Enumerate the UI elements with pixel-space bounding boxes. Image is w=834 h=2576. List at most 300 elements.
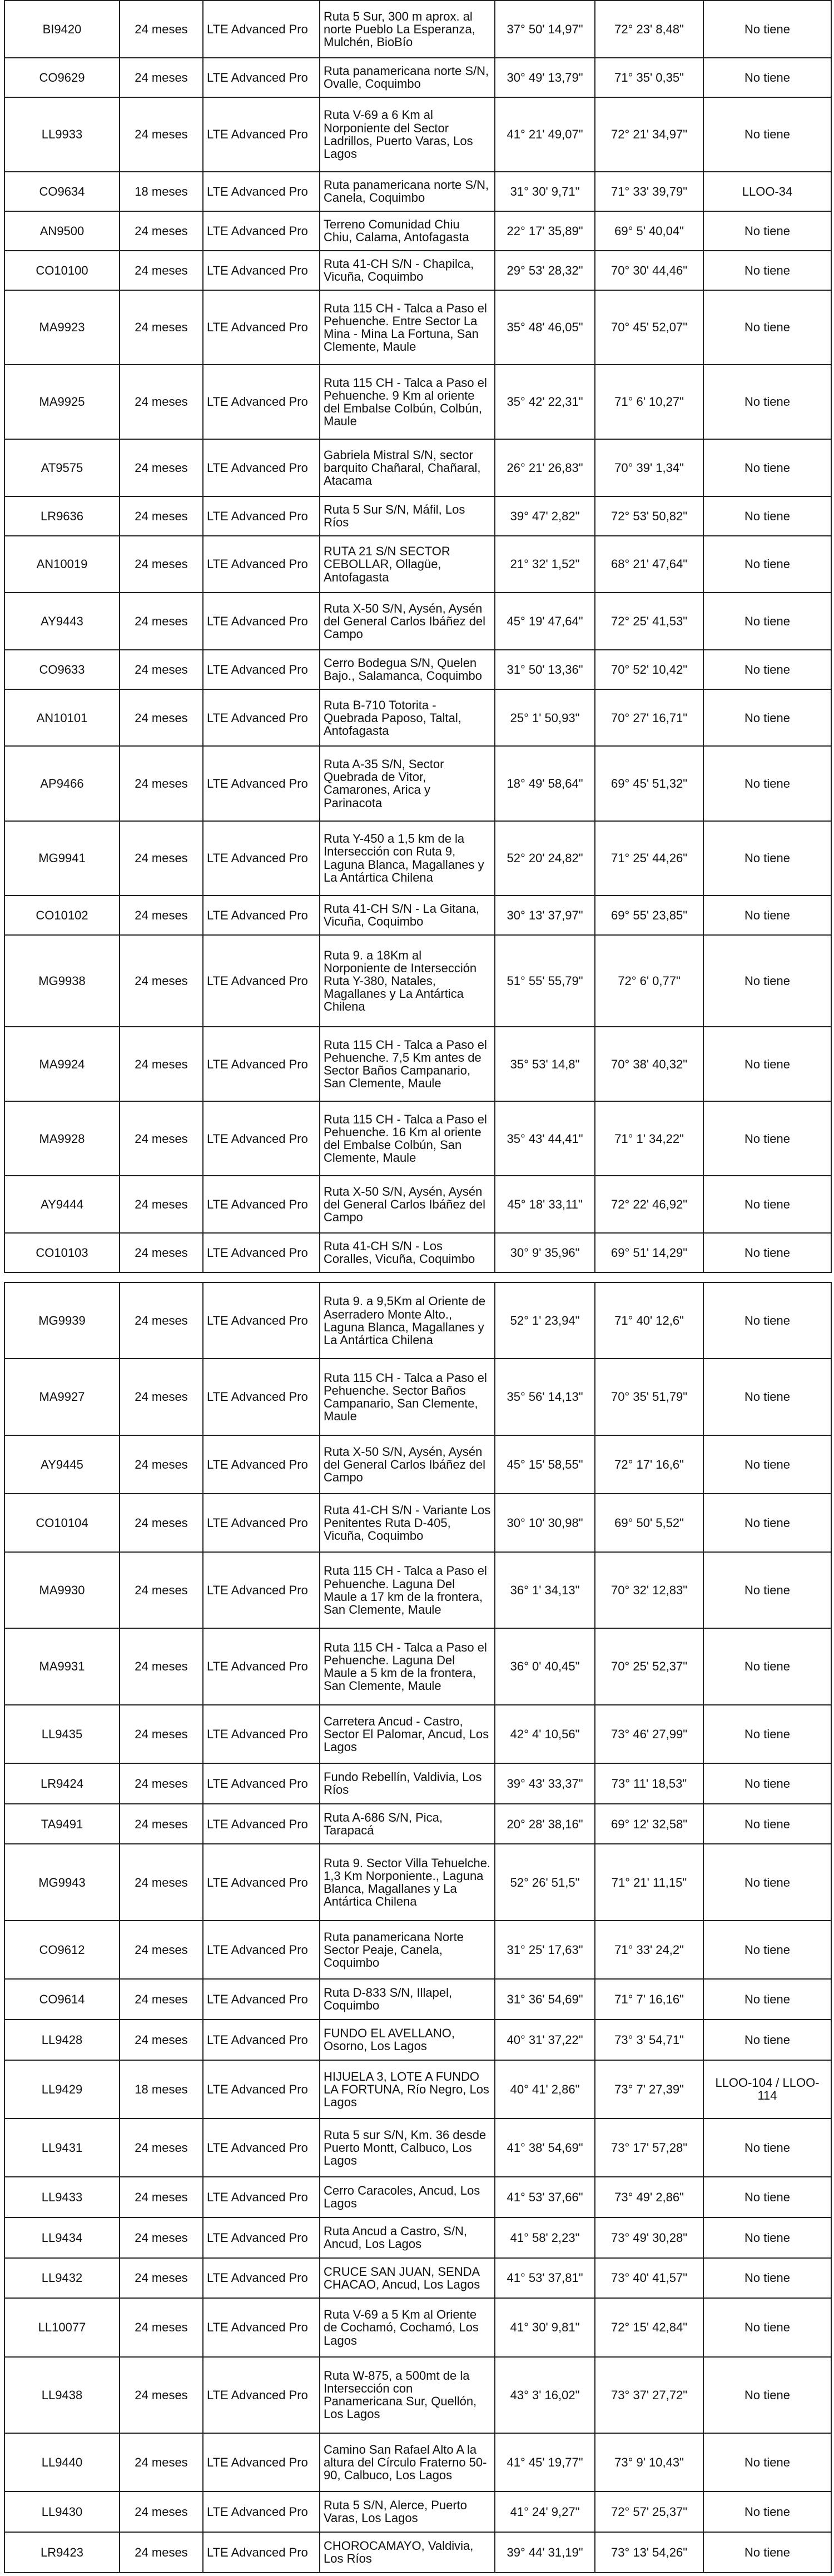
table-row [4, 1, 831, 58]
existing-code-cell: No tiene [703, 650, 831, 689]
sites-table-1 [4, 0, 832, 1273]
technology-cell: LTE Advanced Pro [203, 821, 320, 896]
duration-cell: 24 meses [120, 2433, 203, 2492]
existing-code-cell: No tiene [703, 935, 831, 1027]
site-id-cell: MA9924 [4, 1027, 120, 1101]
sites-table-2 [4, 1282, 832, 2573]
latitude-cell: 20° 28' 38,16" [495, 1804, 595, 1844]
latitude-cell: 52° 20' 24,82" [495, 821, 595, 896]
duration-cell: 24 meses [120, 593, 203, 650]
duration-cell: 24 meses [120, 1282, 203, 1359]
existing-code-cell: No tiene [703, 211, 831, 251]
site-id-cell: CO9612 [4, 1921, 120, 1979]
latitude-cell: 41° 45' 19,77" [495, 2433, 595, 2492]
address-cell: Cerro Bodegua S/N, Quelen Bajo., Salamanca, Coquimbo [320, 650, 495, 689]
address-cell: Ruta 115 CH - Talca a Paso el Pehuenche. 9 Km al oriente del Embalse Colbún, Colbún, Maule [320, 365, 495, 439]
technology-cell: LTE Advanced Pro [203, 2532, 320, 2573]
site-id-cell: AN9500 [4, 211, 120, 251]
table-row [4, 2217, 831, 2258]
address-cell: Ruta 9. Sector Villa Tehuelche. 1,3 Km Norponiente., Laguna Blanca, Magallanes y La Antártica Chilena [320, 1844, 495, 1920]
longitude-cell: 72° 53' 50,82" [595, 496, 703, 536]
address-cell: CHOROCAMAYO, Valdivia, Los Ríos [320, 2532, 495, 2573]
page-break [0, 1273, 834, 1282]
address-cell: Ruta panamericana norte S/N, Ovalle, Coquimbo [320, 58, 495, 97]
technology-cell: LTE Advanced Pro [203, 2492, 320, 2532]
table-row [4, 1176, 831, 1233]
longitude-cell: 71° 25' 44,26" [595, 821, 703, 896]
existing-code-cell: No tiene [703, 1176, 831, 1233]
longitude-cell: 73° 7' 27,39" [595, 2060, 703, 2119]
address-cell: Terreno Comunidad Chiu Chiu, Calama, Antofagasta [320, 211, 495, 251]
address-cell: Ruta V-69 a 5 Km al Oriente de Cochamó, Cochamó, Los Lagos [320, 2298, 495, 2356]
technology-cell: LTE Advanced Pro [203, 2060, 320, 2119]
technology-cell: LTE Advanced Pro [203, 2119, 320, 2177]
table-row [4, 1552, 831, 1628]
longitude-cell: 69° 50' 5,52" [595, 1494, 703, 1552]
existing-code-cell: No tiene [703, 2532, 831, 2573]
latitude-cell: 30° 10' 30,98" [495, 1494, 595, 1552]
duration-cell: 24 meses [120, 211, 203, 251]
latitude-cell: 31° 36' 54,69" [495, 1979, 595, 2020]
latitude-cell: 30° 49' 13,79" [495, 58, 595, 97]
existing-code-cell: No tiene [703, 2177, 831, 2217]
duration-cell: 18 meses [120, 2060, 203, 2119]
longitude-cell: 68° 21' 47,64" [595, 536, 703, 593]
longitude-cell: 73° 49' 30,28" [595, 2217, 703, 2258]
table-row [4, 821, 831, 896]
latitude-cell: 37° 50' 14,97" [495, 1, 595, 58]
longitude-cell: 73° 13' 54,26" [595, 2532, 703, 2573]
address-cell: Ruta X-50 S/N, Aysén, Aysén del General Carlos Ibáñez del Campo [320, 1435, 495, 1494]
site-id-cell: LL9430 [4, 2492, 120, 2532]
duration-cell: 24 meses [120, 58, 203, 97]
address-cell: Ruta 41-CH S/N - Chapilca, Vicuña, Coquimbo [320, 251, 495, 290]
existing-code-cell: No tiene [703, 2433, 831, 2492]
existing-code-cell: No tiene [703, 2357, 831, 2433]
table-row [4, 1844, 831, 1920]
existing-code-cell: No tiene [703, 1494, 831, 1552]
duration-cell: 24 meses [120, 97, 203, 172]
duration-cell: 24 meses [120, 2119, 203, 2177]
longitude-cell: 69° 5' 40,04" [595, 211, 703, 251]
duration-cell: 24 meses [120, 1176, 203, 1233]
longitude-cell: 73° 3' 54,71" [595, 2020, 703, 2060]
address-cell: Ruta 41-CH S/N - Los Coralles, Vicuña, Coquimbo [320, 1233, 495, 1272]
site-id-cell: LL9440 [4, 2433, 120, 2492]
duration-cell: 24 meses [120, 1233, 203, 1272]
latitude-cell: 36° 0' 40,45" [495, 1628, 595, 1704]
technology-cell: LTE Advanced Pro [203, 1233, 320, 1272]
address-cell: Fundo Rebellín, Valdivia, Los Ríos [320, 1763, 495, 1804]
technology-cell: LTE Advanced Pro [203, 496, 320, 536]
address-cell: Ruta 115 CH - Talca a Paso el Pehuenche. 7,5 Km antes de Sector Baños Campanario, San Clemente, Maule [320, 1027, 495, 1101]
longitude-cell: 71° 6' 10,27" [595, 365, 703, 439]
longitude-cell: 71° 35' 0,35" [595, 58, 703, 97]
site-id-cell: MG9939 [4, 1282, 120, 1359]
duration-cell: 24 meses [120, 365, 203, 439]
site-id-cell: LL9438 [4, 2357, 120, 2433]
latitude-cell: 43° 3' 16,02" [495, 2357, 595, 2433]
duration-cell: 24 meses [120, 2258, 203, 2299]
existing-code-cell: No tiene [703, 1921, 831, 1979]
table-row [4, 97, 831, 172]
technology-cell: LTE Advanced Pro [203, 896, 320, 935]
address-cell: CRUCE SAN JUAN, SENDA CHACAO, Ancud, Los Lagos [320, 2258, 495, 2299]
existing-code-cell: No tiene [703, 251, 831, 290]
duration-cell: 24 meses [120, 2492, 203, 2532]
existing-code-cell: No tiene [703, 1359, 831, 1435]
latitude-cell: 31° 30' 9,71" [495, 172, 595, 211]
latitude-cell: 25° 1' 50,93" [495, 689, 595, 747]
technology-cell: LTE Advanced Pro [203, 2357, 320, 2433]
site-id-cell: LL9432 [4, 2258, 120, 2299]
address-cell: Cerro Caracoles, Ancud, Los Lagos [320, 2177, 495, 2217]
technology-cell: LTE Advanced Pro [203, 650, 320, 689]
table-row [4, 1233, 831, 1272]
latitude-cell: 42° 4' 10,56" [495, 1705, 595, 1763]
existing-code-cell: No tiene [703, 58, 831, 97]
technology-cell: LTE Advanced Pro [203, 1628, 320, 1704]
technology-cell: LTE Advanced Pro [203, 746, 320, 820]
existing-code-cell: No tiene [703, 1101, 831, 1176]
duration-cell: 24 meses [120, 650, 203, 689]
site-id-cell: CO10103 [4, 1233, 120, 1272]
address-cell: Ruta 115 CH - Talca a Paso el Pehuenche. 16 Km al oriente del Embalse Colbún, San Clemente, Maule [320, 1101, 495, 1176]
table-row [4, 2492, 831, 2532]
technology-cell: LTE Advanced Pro [203, 1435, 320, 1494]
latitude-cell: 40° 41' 2,86" [495, 2060, 595, 2119]
existing-code-cell: No tiene [703, 2298, 831, 2356]
longitude-cell: 71° 33' 24,2" [595, 1921, 703, 1979]
latitude-cell: 35° 48' 46,05" [495, 290, 595, 365]
latitude-cell: 35° 53' 14,8" [495, 1027, 595, 1101]
existing-code-cell: No tiene [703, 365, 831, 439]
address-cell: Gabriela Mistral S/N, sector barquito Chañaral, Chañaral, Atacama [320, 439, 495, 496]
existing-code-cell: No tiene [703, 496, 831, 536]
existing-code-cell: No tiene [703, 689, 831, 747]
table-row [4, 1027, 831, 1101]
latitude-cell: 21° 32' 1,52" [495, 536, 595, 593]
address-cell: Ruta A-35 S/N, Sector Quebrada de Vitor, Camarones, Arica y Parinacota [320, 746, 495, 820]
table-row [4, 2060, 831, 2119]
table-row [4, 2177, 831, 2217]
longitude-cell: 72° 17' 16,6" [595, 1435, 703, 1494]
site-id-cell: AN10019 [4, 536, 120, 593]
existing-code-cell: LLOO-104 / LLOO-114 [703, 2060, 831, 2119]
site-id-cell: MA9930 [4, 1552, 120, 1628]
longitude-cell: 70° 39' 1,34" [595, 439, 703, 496]
longitude-cell: 73° 17' 57,28" [595, 2119, 703, 2177]
duration-cell: 24 meses [120, 2298, 203, 2356]
address-cell: Ruta Ancud a Castro, S/N, Ancud, Los Lagos [320, 2217, 495, 2258]
existing-code-cell: No tiene [703, 1552, 831, 1628]
longitude-cell: 71° 40' 12,6" [595, 1282, 703, 1359]
duration-cell: 24 meses [120, 1844, 203, 1920]
existing-code-cell: No tiene [703, 1628, 831, 1704]
longitude-cell: 73° 49' 2,86" [595, 2177, 703, 2217]
technology-cell: LTE Advanced Pro [203, 2020, 320, 2060]
technology-cell: LTE Advanced Pro [203, 58, 320, 97]
technology-cell: LTE Advanced Pro [203, 2177, 320, 2217]
duration-cell: 24 meses [120, 1763, 203, 1804]
technology-cell: LTE Advanced Pro [203, 1552, 320, 1628]
table-row [4, 58, 831, 97]
duration-cell: 24 meses [120, 536, 203, 593]
address-cell: Ruta D-833 S/N, Illapel, Coquimbo [320, 1979, 495, 2020]
longitude-cell: 70° 27' 16,71" [595, 689, 703, 747]
table-row [4, 2258, 831, 2299]
existing-code-cell: No tiene [703, 821, 831, 896]
latitude-cell: 18° 49' 58,64" [495, 746, 595, 820]
duration-cell: 24 meses [120, 1494, 203, 1552]
latitude-cell: 52° 26' 51,5" [495, 1844, 595, 1920]
address-cell: Ruta Y-450 a 1,5 km de la Intersección con Ruta 9, Laguna Blanca, Magallanes y La Antártica Chilena [320, 821, 495, 896]
table-row [4, 1921, 831, 1979]
site-id-cell: MA9923 [4, 290, 120, 365]
longitude-cell: 69° 55' 23,85" [595, 896, 703, 935]
latitude-cell: 30° 13' 37,97" [495, 896, 595, 935]
latitude-cell: 29° 53' 28,32" [495, 251, 595, 290]
site-id-cell: MA9925 [4, 365, 120, 439]
site-id-cell: LL9429 [4, 2060, 120, 2119]
latitude-cell: 40° 31' 37,22" [495, 2020, 595, 2060]
site-id-cell: LL9933 [4, 97, 120, 172]
longitude-cell: 72° 57' 25,37" [595, 2492, 703, 2532]
existing-code-cell: No tiene [703, 97, 831, 172]
table-row [4, 650, 831, 689]
site-id-cell: LL9431 [4, 2119, 120, 2177]
site-id-cell: AN10101 [4, 689, 120, 747]
existing-code-cell: No tiene [703, 1763, 831, 1804]
technology-cell: LTE Advanced Pro [203, 1, 320, 58]
site-id-cell: LR9423 [4, 2532, 120, 2573]
table-row [4, 1804, 831, 1844]
latitude-cell: 22° 17' 35,89" [495, 211, 595, 251]
latitude-cell: 41° 53' 37,66" [495, 2177, 595, 2217]
technology-cell: LTE Advanced Pro [203, 1359, 320, 1435]
site-id-cell: CO9629 [4, 58, 120, 97]
address-cell: Ruta 41-CH S/N - La Gitana, Vicuña, Coquimbo [320, 896, 495, 935]
longitude-cell: 71° 1' 34,22" [595, 1101, 703, 1176]
table-row [4, 2357, 831, 2433]
latitude-cell: 41° 38' 54,69" [495, 2119, 595, 2177]
address-cell: Ruta W-875, a 500mt de la Intersección con Panamericana Sur, Quellón, Los Lagos [320, 2357, 495, 2433]
existing-code-cell: No tiene [703, 536, 831, 593]
address-cell: Ruta 5 Sur S/N, Máfil, Los Ríos [320, 496, 495, 536]
longitude-cell: 73° 37' 27,72" [595, 2357, 703, 2433]
latitude-cell: 51° 55' 55,79" [495, 935, 595, 1027]
technology-cell: LTE Advanced Pro [203, 439, 320, 496]
site-id-cell: AY9443 [4, 593, 120, 650]
table-row [4, 1628, 831, 1704]
site-id-cell: MA9931 [4, 1628, 120, 1704]
existing-code-cell: No tiene [703, 1804, 831, 1844]
longitude-cell: 72° 23' 8,48" [595, 1, 703, 58]
existing-code-cell: No tiene [703, 1705, 831, 1763]
address-cell: RUTA 21 S/N SECTOR CEBOLLAR, Ollagüe, Antofagasta [320, 536, 495, 593]
duration-cell: 24 meses [120, 896, 203, 935]
table-row [4, 1763, 831, 1804]
address-cell: Ruta 5 sur S/N, Km. 36 desde Puerto Montt, Calbuco, Los Lagos [320, 2119, 495, 2177]
address-cell: Ruta 5 S/N, Alerce, Puerto Varas, Los Lagos [320, 2492, 495, 2532]
existing-code-cell: No tiene [703, 1979, 831, 2020]
site-id-cell: AP9466 [4, 746, 120, 820]
site-id-cell: MG9943 [4, 1844, 120, 1920]
duration-cell: 24 meses [120, 1804, 203, 1844]
technology-cell: LTE Advanced Pro [203, 536, 320, 593]
longitude-cell: 72° 22' 46,92" [595, 1176, 703, 1233]
address-cell: Ruta X-50 S/N, Aysén, Aysén del General Carlos Ibáñez del Campo [320, 1176, 495, 1233]
technology-cell: LTE Advanced Pro [203, 1101, 320, 1176]
technology-cell: LTE Advanced Pro [203, 2433, 320, 2492]
address-cell: Ruta panamericana norte S/N, Canela, Coquimbo [320, 172, 495, 211]
address-cell: Ruta V-69 a 6 Km al Norponiente del Sector Ladrillos, Puerto Varas, Los Lagos [320, 97, 495, 172]
technology-cell: LTE Advanced Pro [203, 1844, 320, 1920]
existing-code-cell: No tiene [703, 2217, 831, 2258]
technology-cell: LTE Advanced Pro [203, 935, 320, 1027]
table-row [4, 496, 831, 536]
duration-cell: 24 meses [120, 251, 203, 290]
latitude-cell: 52° 1' 23,94" [495, 1282, 595, 1359]
longitude-cell: 70° 45' 52,07" [595, 290, 703, 365]
latitude-cell: 39° 43' 33,37" [495, 1763, 595, 1804]
table-row [4, 1705, 831, 1763]
duration-cell: 24 meses [120, 1921, 203, 1979]
latitude-cell: 35° 43' 44,41" [495, 1101, 595, 1176]
duration-cell: 24 meses [120, 2217, 203, 2258]
duration-cell: 24 meses [120, 1, 203, 58]
existing-code-cell: No tiene [703, 2119, 831, 2177]
address-cell: Ruta 115 CH - Talca a Paso el Pehuenche. Laguna Del Maule a 17 km de la frontera, San Clemente, Maule [320, 1552, 495, 1628]
duration-cell: 18 meses [120, 172, 203, 211]
address-cell: Ruta panamericana Norte Sector Peaje, Canela, Coquimbo [320, 1921, 495, 1979]
duration-cell: 24 meses [120, 1705, 203, 1763]
site-id-cell: MG9938 [4, 935, 120, 1027]
latitude-cell: 41° 21' 49,07" [495, 97, 595, 172]
site-id-cell: AT9575 [4, 439, 120, 496]
latitude-cell: 36° 1' 34,13" [495, 1552, 595, 1628]
longitude-cell: 72° 25' 41,53" [595, 593, 703, 650]
longitude-cell: 70° 30' 44,46" [595, 251, 703, 290]
address-cell: Ruta 5 Sur, 300 m aprox. al norte Pueblo La Esperanza, Mulchén, BioBío [320, 1, 495, 58]
technology-cell: LTE Advanced Pro [203, 1979, 320, 2020]
table-row [4, 1359, 831, 1435]
technology-cell: LTE Advanced Pro [203, 593, 320, 650]
technology-cell: LTE Advanced Pro [203, 1705, 320, 1763]
address-cell: Ruta 41-CH S/N - Variante Los Penitentes Ruta D-405, Vicuña, Coquimbo [320, 1494, 495, 1552]
site-id-cell: CO10100 [4, 251, 120, 290]
duration-cell: 24 meses [120, 2532, 203, 2573]
table-row [4, 689, 831, 747]
longitude-cell: 69° 45' 51,32" [595, 746, 703, 820]
longitude-cell: 70° 52' 10,42" [595, 650, 703, 689]
site-id-cell: MA9928 [4, 1101, 120, 1176]
existing-code-cell: No tiene [703, 1282, 831, 1359]
latitude-cell: 30° 9' 35,96" [495, 1233, 595, 1272]
duration-cell: 24 meses [120, 439, 203, 496]
existing-code-cell: No tiene [703, 290, 831, 365]
address-cell: FUNDO EL AVELLANO, Osorno, Los Lagos [320, 2020, 495, 2060]
latitude-cell: 45° 19' 47,64" [495, 593, 595, 650]
technology-cell: LTE Advanced Pro [203, 1921, 320, 1979]
table-row [4, 172, 831, 211]
address-cell: Ruta 115 CH - Talca a Paso el Pehuenche. Entre Sector La Mina - Mina La Fortuna, San Clemente, Maule [320, 290, 495, 365]
technology-cell: LTE Advanced Pro [203, 172, 320, 211]
duration-cell: 24 meses [120, 2357, 203, 2433]
longitude-cell: 73° 9' 10,43" [595, 2433, 703, 2492]
technology-cell: LTE Advanced Pro [203, 2258, 320, 2299]
longitude-cell: 73° 11' 18,53" [595, 1763, 703, 1804]
table-row [4, 290, 831, 365]
technology-cell: LTE Advanced Pro [203, 1804, 320, 1844]
duration-cell: 24 meses [120, 496, 203, 536]
site-id-cell: CO9633 [4, 650, 120, 689]
site-id-cell: TA9491 [4, 1804, 120, 1844]
site-id-cell: CO10102 [4, 896, 120, 935]
site-id-cell: BI9420 [4, 1, 120, 58]
site-id-cell: CO10104 [4, 1494, 120, 1552]
table-row [4, 1101, 831, 1176]
table-row [4, 1435, 831, 1494]
address-cell: Ruta 115 CH - Talca a Paso el Pehuenche. Sector Baños Campanario, San Clemente, Maule [320, 1359, 495, 1435]
table-row [4, 1979, 831, 2020]
table-row [4, 251, 831, 290]
duration-cell: 24 meses [120, 1027, 203, 1101]
site-id-cell: LL9435 [4, 1705, 120, 1763]
duration-cell: 24 meses [120, 2177, 203, 2217]
table-row [4, 1282, 831, 1359]
existing-code-cell: No tiene [703, 2258, 831, 2299]
longitude-cell: 71° 21' 11,15" [595, 1844, 703, 1920]
technology-cell: LTE Advanced Pro [203, 1027, 320, 1101]
site-id-cell: MG9941 [4, 821, 120, 896]
latitude-cell: 35° 42' 22,31" [495, 365, 595, 439]
technology-cell: LTE Advanced Pro [203, 1494, 320, 1552]
latitude-cell: 31° 25' 17,63" [495, 1921, 595, 1979]
longitude-cell: 69° 12' 32,58" [595, 1804, 703, 1844]
longitude-cell: 72° 21' 34,97" [595, 97, 703, 172]
site-id-cell: LL9428 [4, 2020, 120, 2060]
duration-cell: 24 meses [120, 1101, 203, 1176]
existing-code-cell: No tiene [703, 896, 831, 935]
address-cell: HIJUELA 3, LOTE A FUNDO LA FORTUNA, Río Negro, Los Lagos [320, 2060, 495, 2119]
site-id-cell: LL9434 [4, 2217, 120, 2258]
site-id-cell: CO9614 [4, 1979, 120, 2020]
duration-cell: 24 meses [120, 746, 203, 820]
existing-code-cell: No tiene [703, 1435, 831, 1494]
existing-code-cell: No tiene [703, 2492, 831, 2532]
table-row [4, 593, 831, 650]
table-row [4, 2298, 831, 2356]
duration-cell: 24 meses [120, 935, 203, 1027]
longitude-cell: 70° 25' 52,37" [595, 1628, 703, 1704]
technology-cell: LTE Advanced Pro [203, 97, 320, 172]
latitude-cell: 41° 30' 9,81" [495, 2298, 595, 2356]
table-row [4, 2532, 831, 2573]
longitude-cell: 73° 40' 41,57" [595, 2258, 703, 2299]
latitude-cell: 26° 21' 26,83" [495, 439, 595, 496]
longitude-cell: 71° 7' 16,16" [595, 1979, 703, 2020]
longitude-cell: 70° 35' 51,79" [595, 1359, 703, 1435]
address-cell: Ruta B-710 Totorita - Quebrada Paposo, Taltal, Antofagasta [320, 689, 495, 747]
sites-table-1-body [4, 1, 831, 1272]
duration-cell: 24 meses [120, 1628, 203, 1704]
address-cell: Carretera Ancud - Castro, Sector El Palomar, Ancud, Los Lagos [320, 1705, 495, 1763]
address-cell: Camino San Rafael Alto A la altura del Círculo Fraterno 50-90, Calbuco, Los Lagos [320, 2433, 495, 2492]
table-row [4, 365, 831, 439]
table-row [4, 2119, 831, 2177]
existing-code-cell: No tiene [703, 593, 831, 650]
